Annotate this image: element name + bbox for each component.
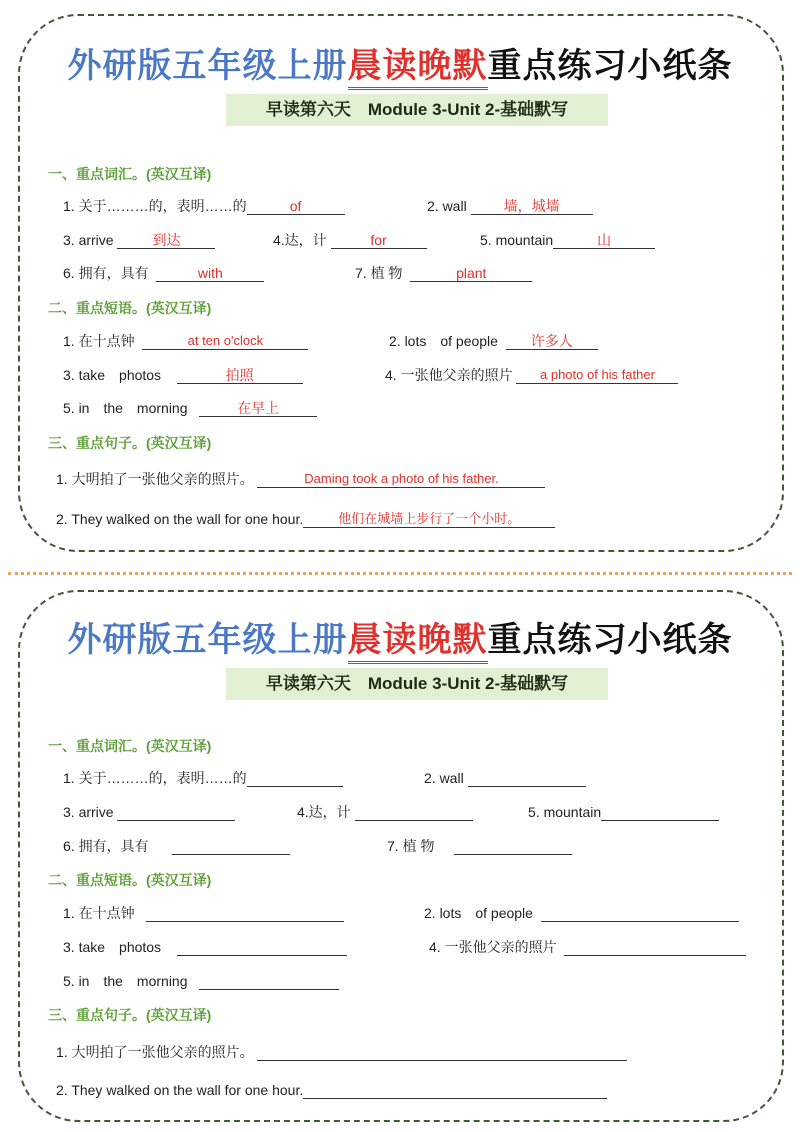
- answer-blank: 许多人: [506, 333, 598, 350]
- phrase-item: 3. take photos 拍照: [63, 366, 303, 384]
- answer-blank: 他们在城墙上步行了一个小时。: [303, 511, 555, 528]
- subtitle-banner: 早读第六天 Module 3-Unit 2-基础默写: [226, 668, 608, 700]
- phrase-item: 1. 在十点钟: [63, 904, 344, 922]
- answer-blank[interactable]: [172, 838, 290, 855]
- answer-blank[interactable]: [601, 804, 719, 821]
- answer-blank: 山: [553, 232, 655, 249]
- answer-blank[interactable]: [468, 770, 586, 787]
- vocab-item: 6. 拥有，具有: [63, 837, 290, 855]
- answer-blank: a photo of his father: [516, 367, 678, 384]
- answer-blank[interactable]: [454, 838, 572, 855]
- section-heading-phrases: 二、重点短语。(英汉互译): [48, 872, 212, 888]
- vocab-item: 7. 植 物 plant: [355, 264, 532, 282]
- answer-blank: with: [156, 265, 264, 282]
- sentence-item: 2. They walked on the wall for one hour. 他们在城墙上步行了一个小时。: [56, 510, 555, 528]
- vocab-item: 4.达，计 for: [273, 231, 427, 249]
- phrase-item: 3. take photos: [63, 938, 347, 956]
- vocab-item: 1. 关于………的，表明……的 of: [63, 197, 345, 215]
- answer-blank: at ten o'clock: [142, 333, 308, 350]
- vocab-item: 4.达，计: [297, 803, 473, 821]
- phrase-item: 4. 一张他父亲的照片 a photo of his father: [385, 366, 678, 384]
- phrase-item: 2. lots of people 许多人: [389, 332, 598, 350]
- answer-blank: 拍照: [177, 367, 303, 384]
- phrase-item: 2. lots of people: [424, 904, 739, 922]
- vocab-item: 3. arrive: [63, 803, 235, 821]
- answer-blank: 到达: [117, 232, 215, 249]
- section-heading-sentences: 三、重点句子。(英汉互译): [48, 435, 212, 451]
- section-heading-phrases: 二、重点短语。(英汉互译): [48, 300, 212, 316]
- vocab-item: 2. wall 墙，城墙: [427, 197, 593, 215]
- answer-blank[interactable]: [564, 939, 746, 956]
- phrase-item: 1. 在十点钟 at ten o'clock: [63, 332, 308, 350]
- answer-blank: plant: [410, 265, 532, 282]
- answer-blank: for: [331, 232, 427, 249]
- phrase-item: 5. in the morning: [63, 972, 339, 990]
- answer-blank[interactable]: [303, 1082, 607, 1099]
- vocab-item: 2. wall: [424, 769, 586, 787]
- page-title: 外研版五年级上册晨读晚默重点练习小纸条: [0, 38, 800, 87]
- answer-blank[interactable]: [199, 973, 339, 990]
- section-heading-vocab: 一、重点词汇。(英汉互译): [48, 166, 212, 182]
- vocab-item: 5. mountain: [528, 803, 719, 821]
- sentence-item: 2. They walked on the wall for one hour.: [56, 1081, 607, 1099]
- answer-blank: Daming took a photo of his father.: [257, 471, 545, 488]
- vocab-item: 3. arrive 到达: [63, 231, 215, 249]
- sentence-item: 1. 大明拍了一张他父亲的照片。: [56, 1043, 627, 1061]
- section-heading-sentences: 三、重点句子。(英汉互译): [48, 1007, 212, 1023]
- answer-blank: 在早上: [199, 400, 317, 417]
- vocab-item: 6. 拥有，具有 with: [63, 264, 264, 282]
- answer-blank: of: [247, 198, 345, 215]
- vocab-item: 5. mountain 山: [480, 231, 655, 249]
- vocab-item: 7. 植 物: [387, 837, 572, 855]
- page-title: 外研版五年级上册晨读晚默重点练习小纸条: [0, 612, 800, 661]
- subtitle-banner: 早读第六天 Module 3-Unit 2-基础默写: [226, 94, 608, 126]
- phrase-item: 5. in the morning 在早上: [63, 399, 317, 417]
- cut-line: [8, 572, 792, 575]
- vocab-item: 1. 关于………的，表明……的: [63, 769, 343, 787]
- phrase-item: 4. 一张他父亲的照片: [429, 938, 746, 956]
- answer-blank[interactable]: [355, 804, 473, 821]
- sentence-item: 1. 大明拍了一张他父亲的照片。 Daming took a photo of his father.: [56, 470, 545, 488]
- answer-blank[interactable]: [247, 770, 343, 787]
- answer-blank[interactable]: [117, 804, 235, 821]
- section-heading-vocab: 一、重点词汇。(英汉互译): [48, 738, 212, 754]
- answer-blank[interactable]: [146, 905, 344, 922]
- answer-blank[interactable]: [177, 939, 347, 956]
- answer-blank[interactable]: [541, 905, 739, 922]
- answer-blank[interactable]: [257, 1044, 627, 1061]
- answer-blank: 墙，城墙: [471, 198, 593, 215]
